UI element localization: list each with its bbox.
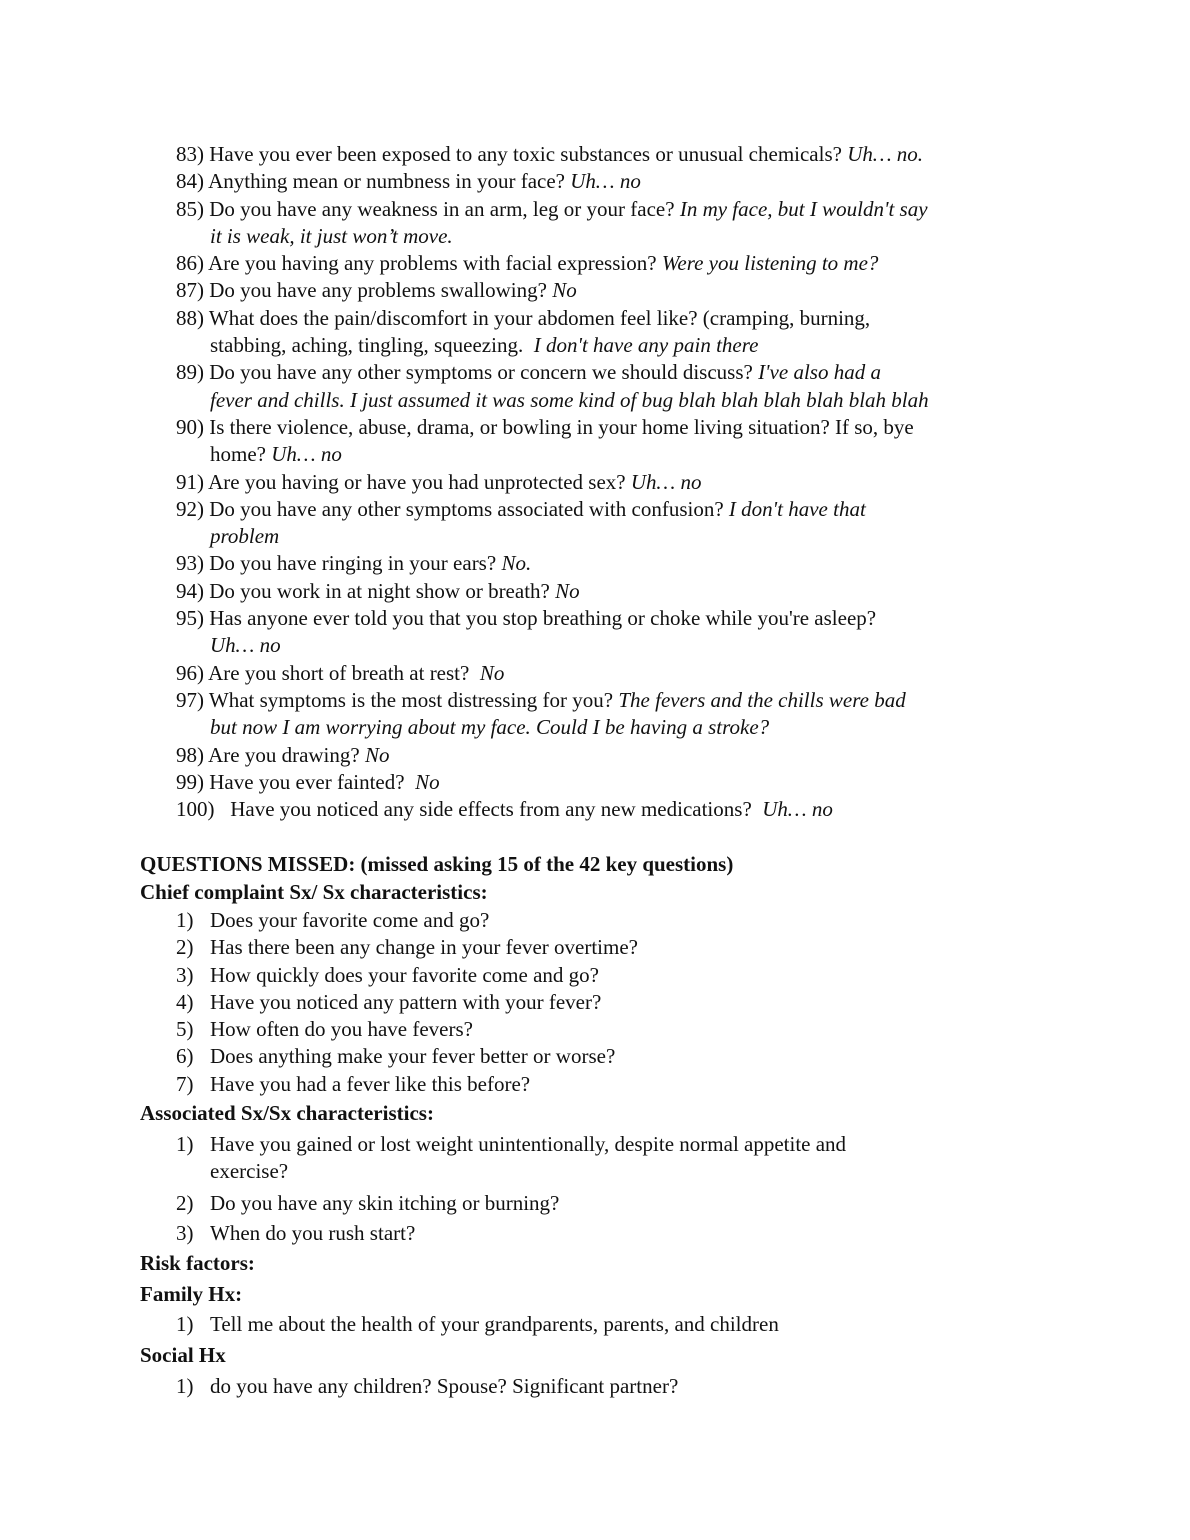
list-item: 4) Have you noticed any pattern with your fever? — [176, 989, 602, 1014]
family-hx-heading: Family Hx: — [140, 1282, 243, 1307]
associated-heading: Associated Sx/Sx characteristics: — [140, 1101, 434, 1126]
list-item: 1) Have you gained or lost weight unintentionally, despite normal appetite and exercise? — [176, 1132, 847, 1184]
question-90: 90) Is there violence, abuse, drama, or bowling in your home living situation? If so, bye home? Uh… no — [176, 414, 914, 467]
question-94: 94) Do you work in at night show or breath? No — [176, 578, 580, 603]
list-item: 7) Have you had a fever like this before? — [176, 1071, 531, 1096]
question-91: 91) Are you having or have you had unprotected sex? Uh… no — [176, 469, 702, 494]
question-83: 83) Have you ever been exposed to any toxic substances or unusual chemicals? Uh… no. — [176, 142, 924, 166]
question-97: 97) What symptoms is the most distressing for you? The fevers and the chills were bad but now I am worrying about my face. Could I be having a stroke? — [176, 687, 906, 740]
list-item: 3) When do you rush start? — [176, 1220, 416, 1245]
question-99: 99) Have you ever fainted? No — [176, 769, 440, 794]
question-88: 88) What does the pain/discomfort in your abdomen feel like? (cramping, burning, stabbing, aching, tingling, squeezing. I don't have any pain there — [176, 305, 871, 358]
question-92: 92) Do you have any other symptoms associated with confusion? I don't have that problem — [176, 496, 866, 549]
missed-title: QUESTIONS MISSED: (missed asking 15 of the 42 key questions) — [140, 852, 734, 876]
question-85: 85) Do you have any weakness in an arm, leg or your face? In my face, but I wouldn't say it is weak, it just won’t move. — [176, 196, 928, 248]
list-item: 1) Tell me about the health of your grandparents, parents, and children — [176, 1312, 779, 1337]
list-item: 2) Has there been any change in your fever overtime? — [176, 935, 638, 960]
question-list — [176, 141, 1056, 823]
list-item: 2) Do you have any skin itching or burning? — [176, 1190, 560, 1215]
question-86: 86) Are you having any problems with facial expression? Were you listening to me? — [176, 251, 879, 276]
question-84: 84) Anything mean or numbness in your face? Uh… no — [176, 169, 641, 194]
question-100: 100) Have you noticed any side effects from any new medications? Uh… no — [176, 797, 833, 822]
list-item: 5) How often do you have fevers? — [176, 1017, 473, 1042]
question-87: 87) Do you have any problems swallowing? No — [176, 278, 577, 303]
question-96: 96) Are you short of breath at rest? No — [176, 660, 505, 685]
question-89: 89) Do you have any other symptoms or concern we should discuss? I've also had a fever and chills. I just assumed it was some kind of bug blah blah blah blah blah blah — [176, 360, 929, 412]
list-item: 1) do you have any children? Spouse? Significant partner? — [176, 1373, 679, 1398]
social-hx-heading: Social Hx — [140, 1342, 226, 1367]
risk-factors-heading: Risk factors: — [140, 1251, 255, 1276]
list-item: 3) How quickly does your favorite come and go? — [176, 962, 599, 987]
list-item: 1) Does your favorite come and go? — [176, 908, 490, 932]
chief-complaint-heading: Chief complaint Sx/ Sx characteristics: — [140, 880, 488, 904]
question-93: 93) Do you have ringing in your ears? No. — [176, 551, 532, 576]
list-item: 6) Does anything make your fever better or worse? — [176, 1044, 616, 1069]
question-95: 95) Has anyone ever told you that you stop breathing or choke while you're asleep? Uh… no — [176, 606, 877, 658]
question-98: 98) Are you drawing? No — [176, 742, 390, 767]
questions-missed-section — [140, 851, 1040, 1400]
